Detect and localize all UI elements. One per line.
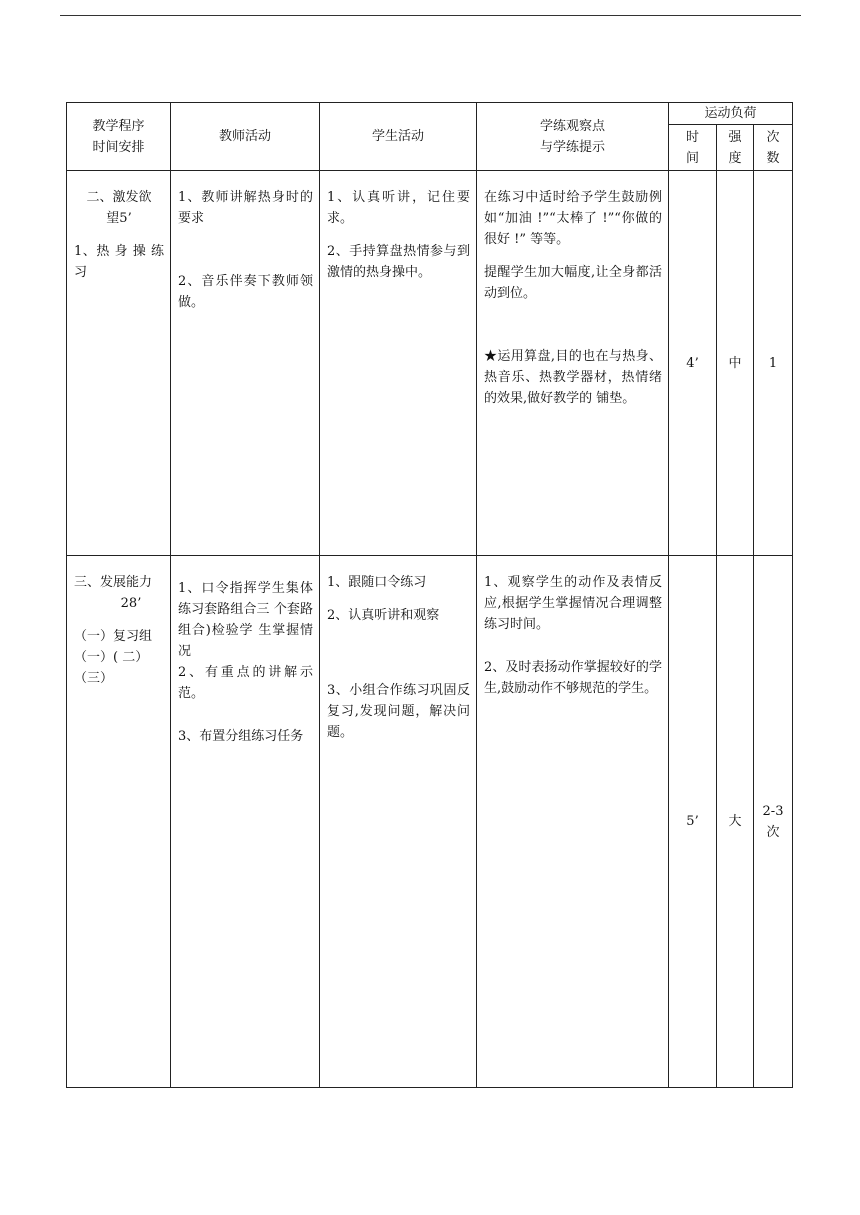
intensity-cell: 中 (717, 171, 754, 556)
lesson-plan-table (66, 102, 793, 1088)
header-procedure: 教学程序 时间安排 (67, 103, 171, 171)
observation-cell: 1、观察学生的动作及表情反应,根据学生掌握情况合理调整练习时间。 2、及时表扬动作掌握较好的学生,鼓励动作不够规范的学生。 (477, 556, 669, 1088)
procedure-cell: 三、发展能力 28’ （一）复习组 （一）( 二） （三） (67, 556, 171, 1088)
header-exercise-load: 运动负荷 (669, 103, 793, 125)
student-activity-cell: 1、认真听讲，记住要求。 2、手持算盘热情参与到激情的热身操中。 (320, 171, 477, 556)
time-cell: 4’ (669, 171, 717, 556)
header-rule (60, 15, 801, 16)
observation-cell: 在练习中适时给予学生鼓励例如“加油 !”“太棒了 !”“你做的很好 !” 等等。 提醒学生加大幅度,让全身都活动到位。 ★运用算盘,目的也在与热身、热音乐、热教学器材，热情绪的效果,做好教学的 铺垫。 (477, 171, 669, 556)
header-count: 次 数 (754, 125, 793, 171)
student-activity-cell: 1、跟随口令练习 2、认真听讲和观察 3、小组合作练习巩固反复习,发现问题，解决问题。 (320, 556, 477, 1088)
procedure-cell: 二、激发欲 望5’ 1、热 身 操 练 习 (67, 171, 171, 556)
teacher-activity-cell: 1、口令指挥学生集体练习套路组合三 个套路组合)检验学 生掌握情况 2、有重点的讲解示范。 3、布置分组练习任务 (171, 556, 320, 1088)
intensity-cell: 大 (717, 556, 754, 1088)
header-teacher-activity: 教师活动 (171, 103, 320, 171)
teacher-activity-cell: 1、教师讲解热身时的要求 2、音乐伴奏下教师领做。 (171, 171, 320, 556)
table-row (67, 556, 793, 1088)
time-cell: 5’ (669, 556, 717, 1088)
header-row-top (67, 103, 793, 125)
count-cell: 1 (754, 171, 793, 556)
count-cell: 2-3 次 (754, 556, 793, 1088)
header-intensity: 强 度 (717, 125, 754, 171)
header-observation: 学练观察点 与学练提示 (477, 103, 669, 171)
table-row (67, 171, 793, 556)
header-time: 时 间 (669, 125, 717, 171)
header-student-activity: 学生活动 (320, 103, 477, 171)
